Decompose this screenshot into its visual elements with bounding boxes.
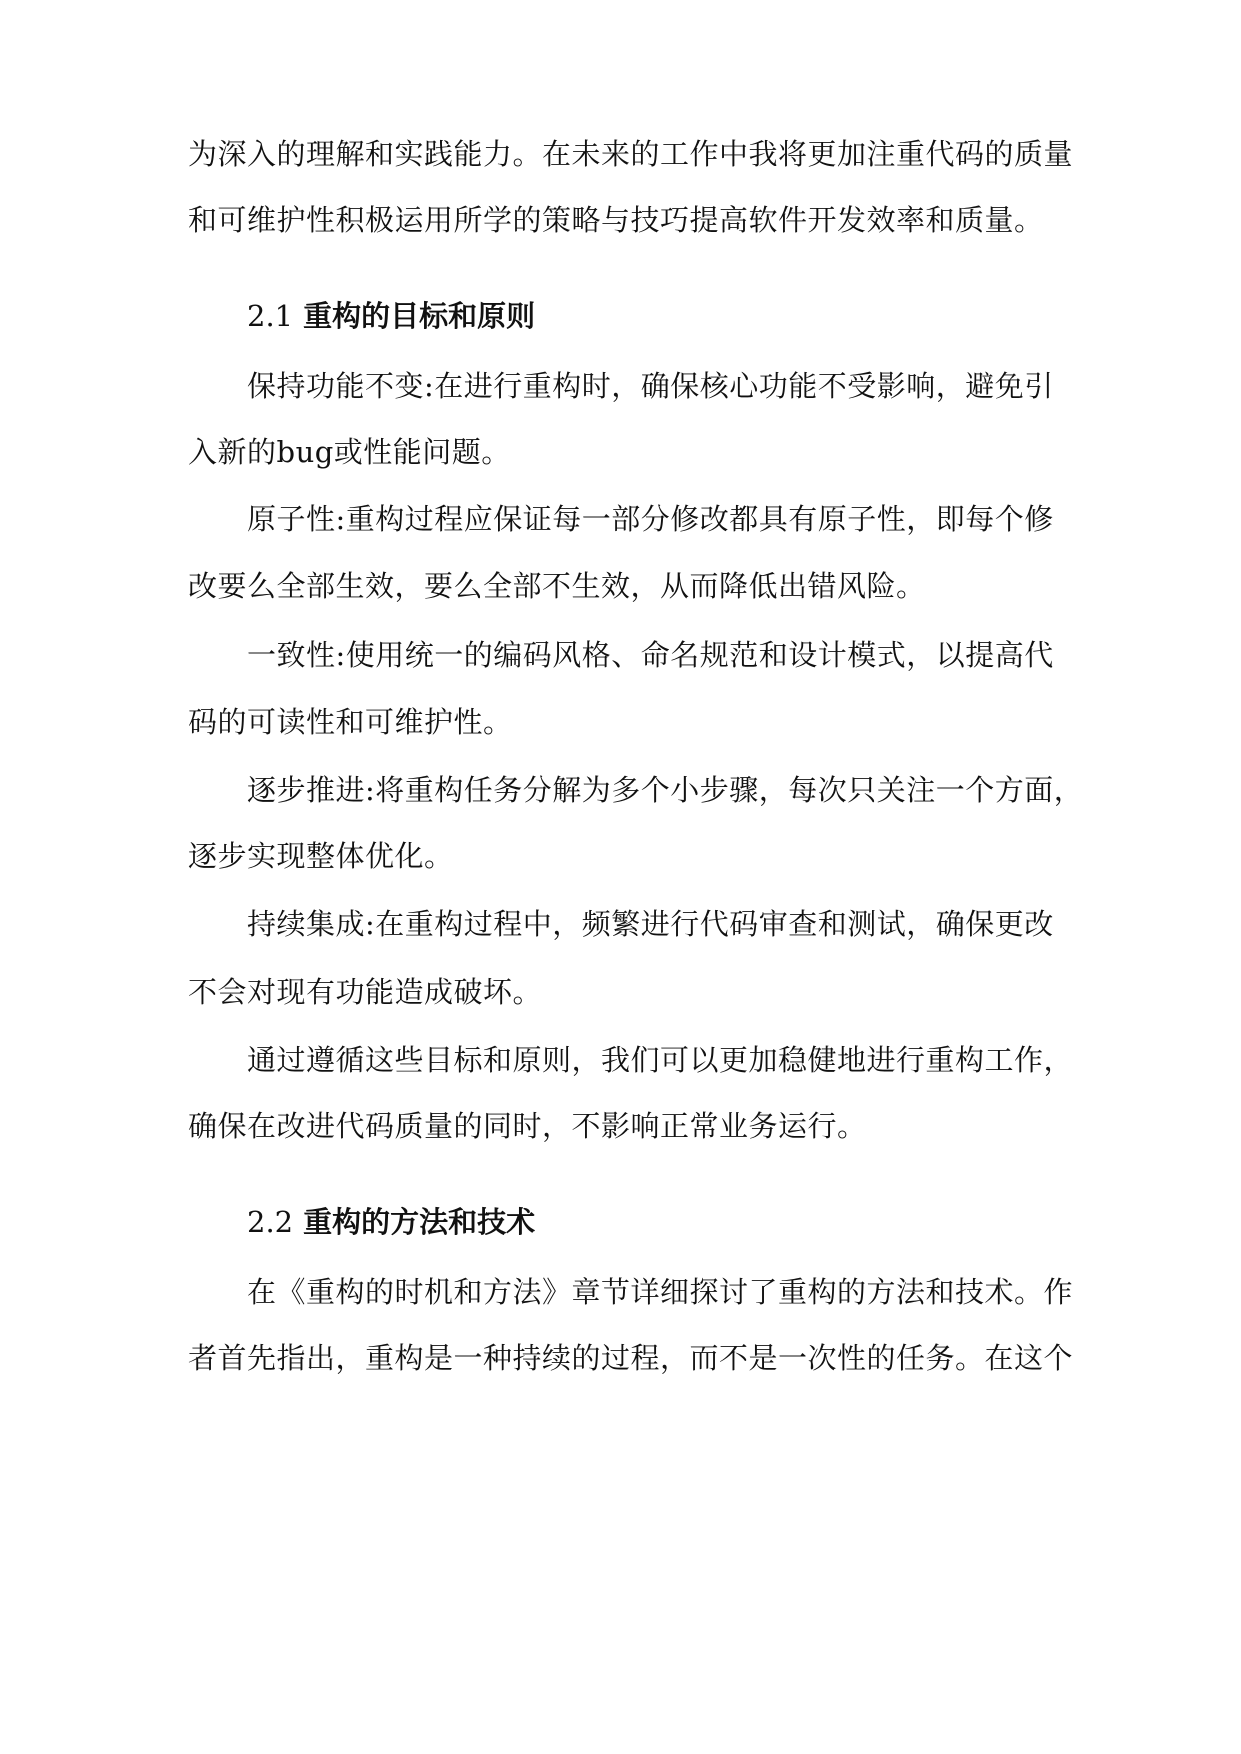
paragraph-line: 逐步推进:将重构任务分解为多个小步骤，每次只关注一个方面， [247, 773, 1084, 807]
paragraph-line: 确保在改进代码质量的同时，不影响正常业务运行。 [188, 1109, 867, 1143]
paragraph-line: 者首先指出，重构是一种持续的过程，而不是一次性的任务。在这个 [188, 1341, 1074, 1375]
paragraph-line: 码的可读性和可维护性。 [188, 705, 513, 739]
text-line: 和可维护性积极运用所学的策略与技巧提高软件开发效率和质量。 [188, 203, 1044, 237]
paragraph-line: 一致性:使用统一的编码风格、命名规范和设计模式，以提高代 [247, 638, 1054, 672]
paragraph-line: 原子性:重构过程应保证每一部分修改都具有原子性，即每个修 [247, 502, 1054, 536]
section-number: 2.2 [247, 1205, 294, 1239]
paragraph-line: 通过遵循这些目标和原则，我们可以更加稳健地进行重构工作， [247, 1043, 1074, 1077]
paragraph-line: 持续集成:在重构过程中，频繁进行代码审查和测试，确保更改 [247, 907, 1054, 941]
section-title: 重构的目标和原则 [303, 299, 536, 333]
section-heading-2-2 [247, 1202, 535, 1242]
paragraph-line: 改要么全部生效，要么全部不生效，从而降低出错风险。 [188, 569, 926, 603]
section-heading-2-1 [247, 296, 535, 336]
paragraph-line: 保持功能不变:在进行重构时，确保核心功能不受影响，避免引 [247, 369, 1054, 403]
paragraph-line: 入新的bug或性能问题。 [188, 435, 511, 469]
paragraph-line: 不会对现有功能造成破坏。 [188, 975, 543, 1009]
section-number: 2.1 [247, 299, 294, 333]
paragraph-line: 逐步实现整体优化。 [188, 839, 454, 873]
paragraph-line: 在《重构的时机和方法》章节详细探讨了重构的方法和技术。作 [247, 1275, 1074, 1309]
text-line: 为深入的理解和实践能力。在未来的工作中我将更加注重代码的质量 [188, 137, 1074, 171]
section-title: 重构的方法和技术 [303, 1205, 536, 1239]
